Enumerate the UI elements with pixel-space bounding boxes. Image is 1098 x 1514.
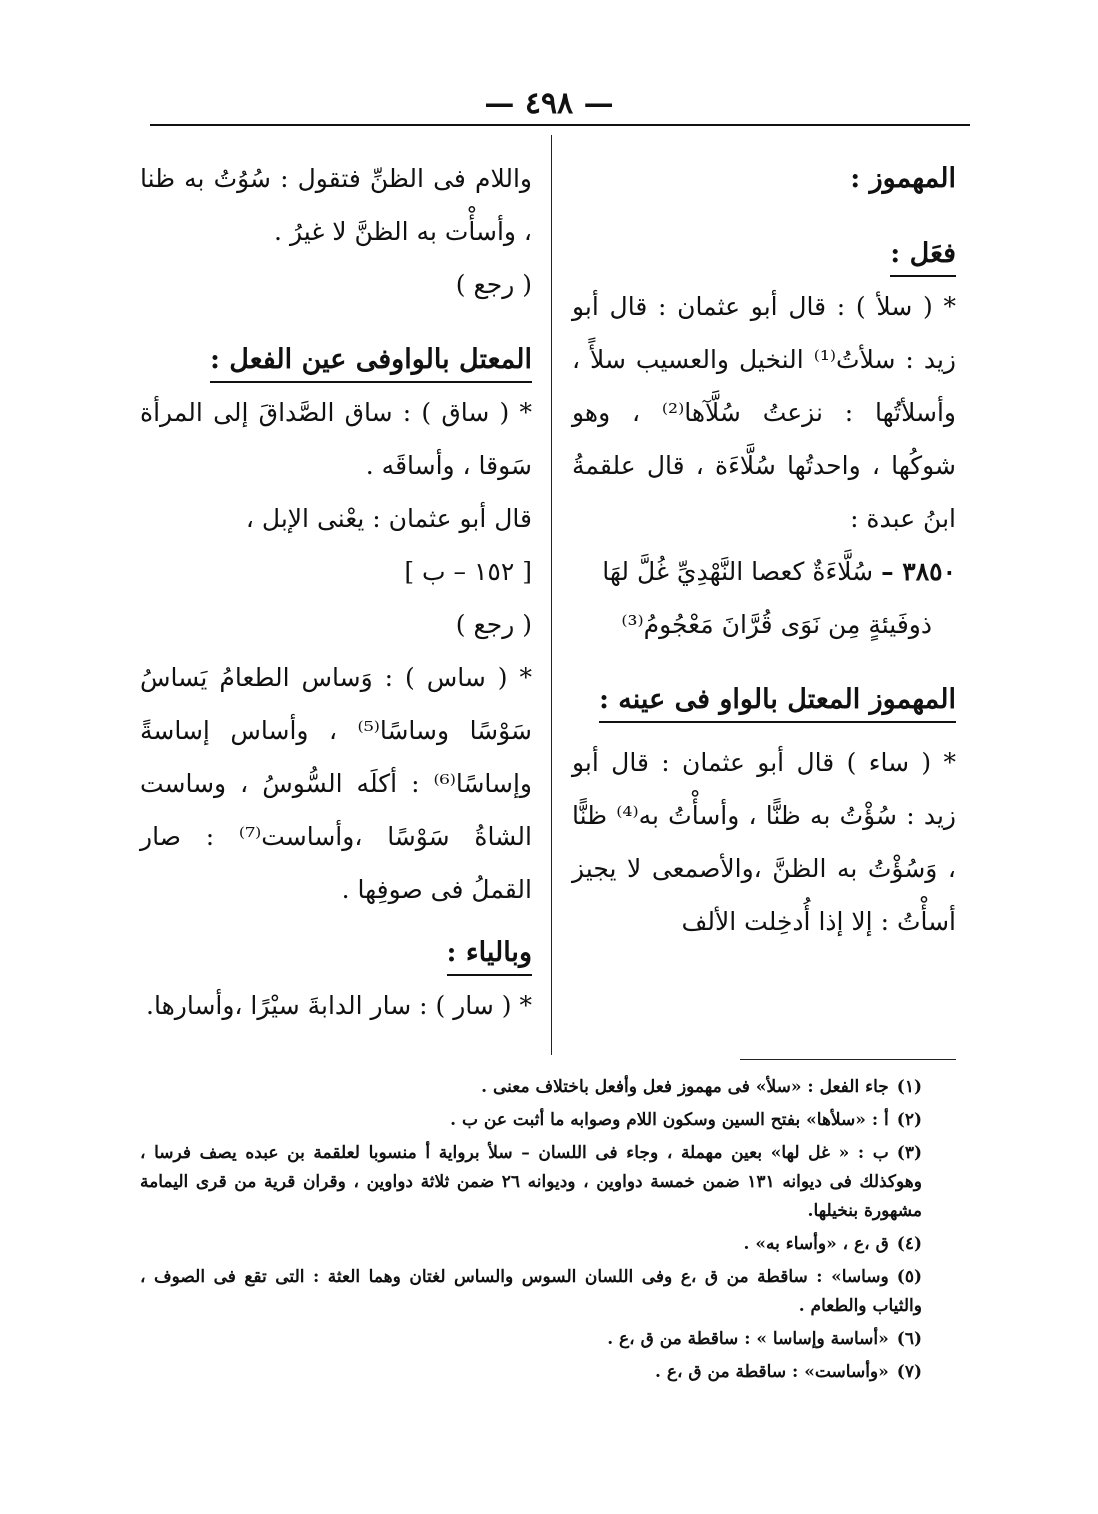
footnotes — [140, 1073, 958, 1391]
footnote-number: (٢) — [896, 1110, 922, 1130]
footnote-text: «وأساست» : ساقطة من ق ،ع . — [655, 1362, 889, 1382]
footnote-7 — [140, 1358, 958, 1387]
right-column — [572, 152, 956, 948]
heading-faal — [572, 227, 956, 280]
entry-sala: * ( سلأ ) : قال أبو عثمان : قال أبو زيد : سلأتُ⁽¹⁾ النخيل والعسيب سلأً ، وأسلأتُها : نزعتُ سُلَّآها⁽²⁾ ، وهو شوكُها ، واحدتُها سُلَّاءَة ، قال علقمةُ ابنُ عبدة : — [572, 292, 956, 533]
heading-mutal-ayn-text: المعتل بالواوفى عين الفعل : — [210, 344, 532, 383]
column-divider — [551, 135, 552, 1055]
footnote-text: وساسا» : ساقطة من ق ،ع وفى اللسان السوس والساس لغتان وهما العثة : التى تقع فى الصوف ، والثياب والطعام . — [140, 1267, 922, 1316]
raja-marker-1: ( رجع ) — [455, 270, 532, 299]
raja-marker-2: ( رجع ) — [455, 610, 532, 639]
header-rule — [150, 124, 970, 126]
heading-ya-text: وبالياء : — [447, 937, 532, 976]
heading-mahmouz-mutal — [572, 673, 956, 726]
entry-ibl: قال أبو عثمان : يعْنى الإبل ، — [245, 504, 532, 533]
footnote-text: أ : «سلأها» بفتح السين وسكون اللام وصوابه ما أثبت عن ب . — [450, 1110, 889, 1130]
footnote-2 — [140, 1106, 958, 1135]
left-column — [140, 152, 532, 1032]
footnote-text: جاء الفعل : «سلأ» فى مهموز فعل وأفعل باختلاف معنى . — [481, 1077, 889, 1097]
continuation-paragraph: واللام فى الظنِّ فتقول : سُوُتُ به ظنا ، وأسأْت به الظنَّ لا غيرُ . — [140, 164, 532, 246]
footnote-rule — [740, 1059, 956, 1060]
verse-line-1-text: سُلَّاءَةٌ كعصا النَّهْدِيِّ غُلَّ لهَا — [602, 557, 874, 586]
footnote-number: (٤) — [896, 1234, 922, 1254]
entry-sar: * ( سار ) : سار الدابةَ سيْرًا ،وأسارها. — [146, 991, 532, 1020]
heading-mutal-ayn — [140, 333, 532, 386]
footnote-number: (٦) — [896, 1329, 922, 1349]
footnote-text: ق ،ع ، «وأساء به» . — [743, 1234, 889, 1254]
page-reference: [ ١٥٢ – ب ] — [404, 557, 532, 586]
footnote-4 — [140, 1230, 958, 1259]
entry-saq: * ( ساق ) : ساق الصَّداقَ إلى المرأة سَوقا ، وأساقَه . — [140, 398, 532, 480]
page-number: — ٤٩٨ — — [484, 86, 614, 121]
entry-sas: * ( ساس ) : وَساس الطعامُ يَساسُ سَوْسًا وساسًا⁽⁵⁾ ، وأساس إساسةً وإساسًا⁽⁶⁾ : أكلَه السُّوسُ ، وساست الشاةُ سَوْسًا ،وأساست⁽⁷⁾ : صار القملُ فى صوفِها . — [140, 663, 532, 904]
heading-mahmouz: المهموز : — [850, 163, 956, 194]
footnote-number: (٧) — [896, 1362, 922, 1382]
footnote-number: (١) — [896, 1077, 922, 1097]
footnote-text: ب : « غل لها» بعين مهملة ، وجاء فى اللسان – سلأ برواية أ منسوبا لعلقمة بن عبده يصف فرسا ، وهوكذلك فى ديوانه ١٣١ ضمن خمسة دواوين ، وديوانه ٢٦ ضمن ثلاثة دواوين ، وقران قرية من قرى اليمامة مشهورة بنخيلها. — [140, 1143, 922, 1221]
footnote-text: «أساسة وإساسا » : ساقطة من ق ،ع . — [607, 1329, 889, 1349]
heading-mahmouz-mutal-text: المهموز المعتل بالواو فى عينه : — [599, 684, 956, 723]
footnote-6 — [140, 1325, 958, 1354]
verse-line-2: ذوفَيئةٍ مِن نَوَى قُرَّانَ مَعْجُومُ⁽³⁾ — [621, 610, 932, 639]
footnote-number: (٥) — [896, 1267, 922, 1287]
footnote-number: (٣) — [896, 1143, 922, 1163]
footnote-1 — [140, 1073, 958, 1102]
heading-ya — [140, 926, 532, 979]
entry-saa: * ( ساء ) قال أبو عثمان : قال أبو زيد : سُؤْتُ به ظنًّا ، وأسأْتُ به⁽⁴⁾ ظنًّا ، وَسُؤْتُ به الظنَّ ،والأصمعى لا يجيز أسأْتُ : إلا إذا أُدخِلت الألف — [572, 748, 956, 936]
verse-line-1 — [572, 545, 956, 598]
footnote-5 — [140, 1263, 958, 1321]
heading-faal-text: فعَل : — [890, 238, 956, 277]
verse-number: ٣٨٥٠ – — [881, 557, 956, 586]
footnote-3 — [140, 1139, 958, 1226]
